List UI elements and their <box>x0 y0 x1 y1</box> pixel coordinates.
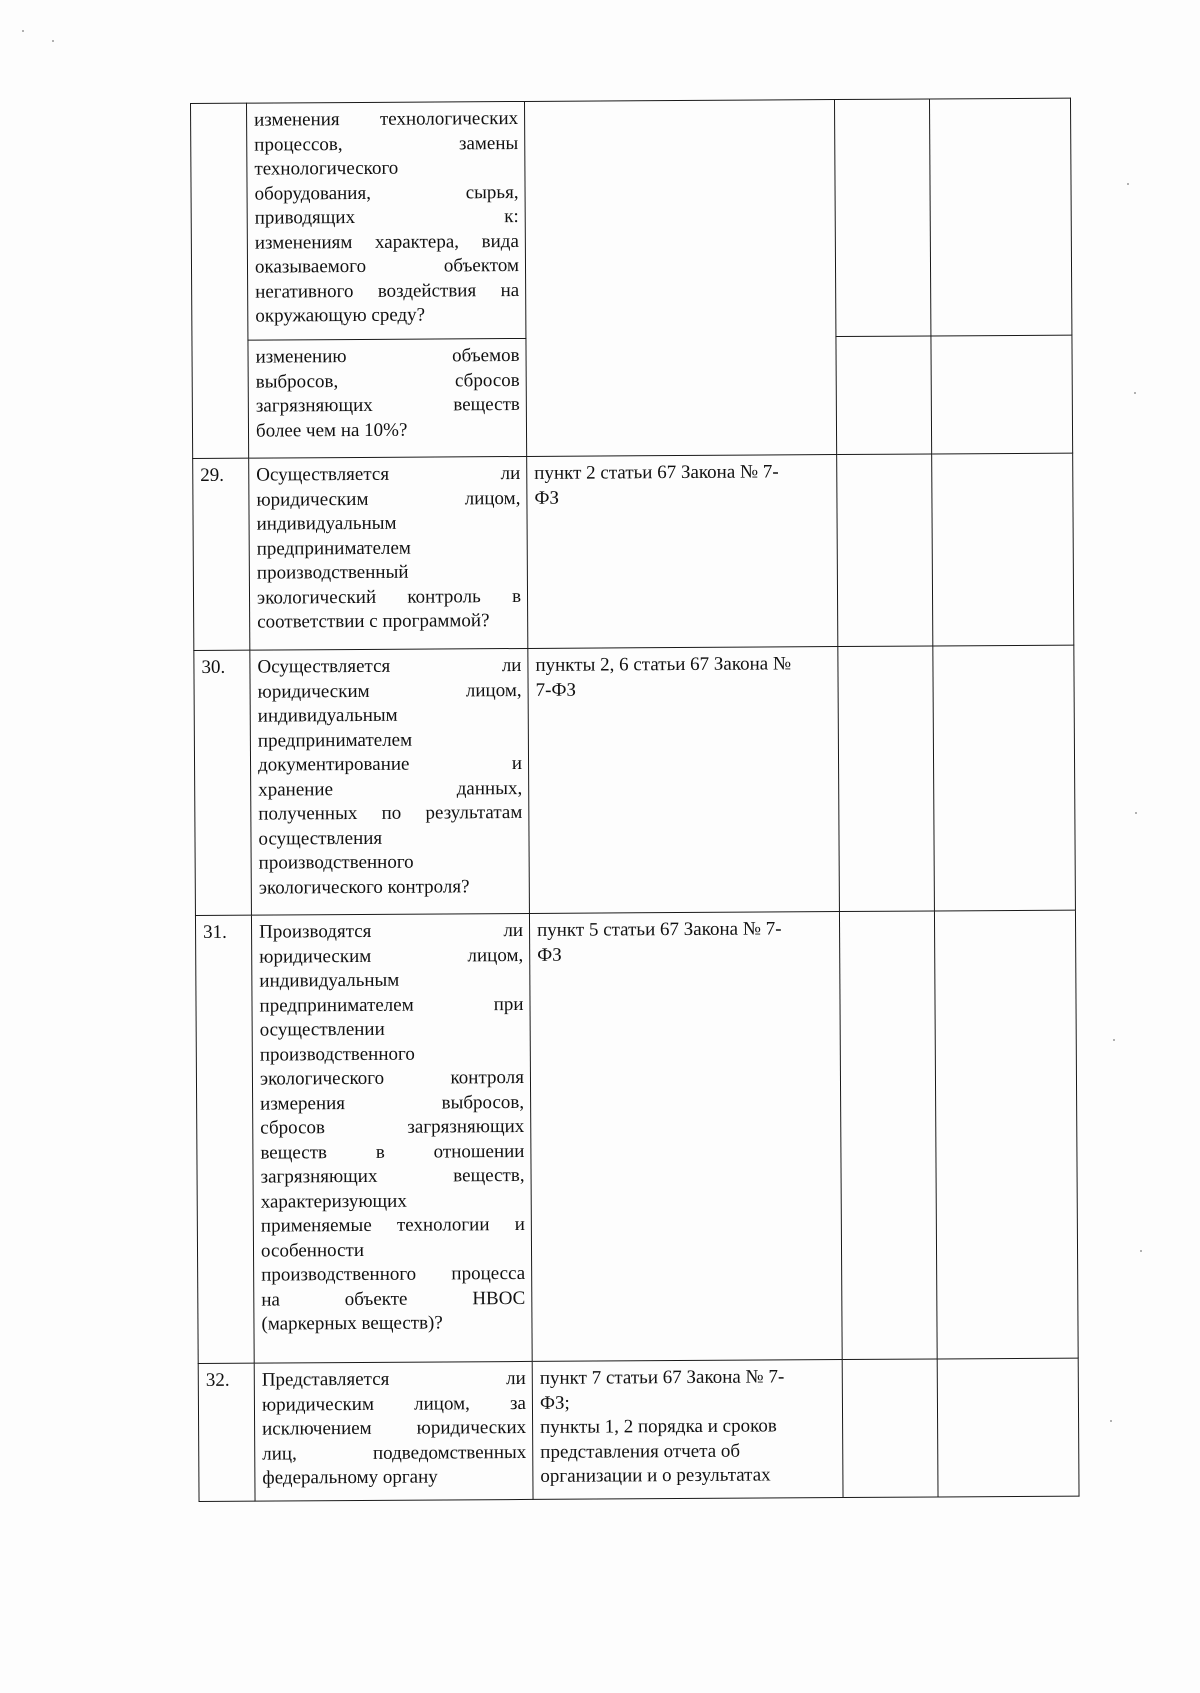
row-number-cell: 31. <box>195 915 254 1363</box>
question-line: юридическим лицом, <box>259 944 524 968</box>
question-line: на объекте НВОС <box>261 1287 526 1311</box>
question-line: экологического контроля <box>259 1066 525 1090</box>
scan-speck <box>1135 812 1137 814</box>
reference-line: ФЗ; <box>539 1392 570 1414</box>
question-line: процессов, замены <box>254 132 519 156</box>
answer-cell <box>836 336 932 455</box>
question-line: документирование и <box>257 752 523 776</box>
table-row <box>198 1358 1079 1501</box>
question-line: федеральному органу <box>262 1466 438 1489</box>
question-line: экологического контроля? <box>258 875 470 899</box>
notes-cell <box>934 910 1078 1359</box>
notes-cell <box>929 98 1071 336</box>
question-cell <box>249 456 528 650</box>
question-line: экологический контроль в <box>256 585 522 609</box>
table-row <box>193 453 1074 650</box>
notes-cell <box>932 453 1074 646</box>
scan-speck <box>1127 183 1129 185</box>
scan-speck <box>1134 392 1136 394</box>
question-line: производственного <box>258 851 414 874</box>
row-number-cell: 30. <box>194 650 252 915</box>
notes-cell <box>933 645 1076 911</box>
question-line: Производятся ли <box>259 919 524 943</box>
question-cell <box>247 101 526 340</box>
row-number-cell: 29. <box>193 458 250 650</box>
question-line: юридическим лицом, <box>256 487 521 511</box>
question-line: применяемые технологии и <box>260 1213 525 1237</box>
question-line: хранение данных, <box>258 777 523 801</box>
question-line: загрязняющих веществ <box>255 393 520 417</box>
reference-line: пункт 5 статьи 67 Закона № 7- <box>536 918 782 941</box>
scan-speck <box>1110 1420 1112 1422</box>
reference-cell <box>524 100 836 457</box>
reference-line: ФЗ <box>537 944 562 966</box>
question-line: особенности <box>260 1239 365 1262</box>
reference-cell <box>532 1360 843 1500</box>
question-line: приводящих к: <box>254 205 519 229</box>
question-cell <box>248 338 527 458</box>
question-line: веществ в отношении <box>260 1140 525 1164</box>
reference-line: представления отчета об <box>540 1440 741 1463</box>
table-row <box>195 910 1078 1363</box>
question-cell <box>251 913 532 1363</box>
table-row <box>191 98 1072 340</box>
answer-cell <box>837 454 933 647</box>
question-line: негативного воздействия на <box>255 279 520 303</box>
question-line: Осуществляется ли <box>257 654 522 678</box>
question-line: индивидуальным <box>259 969 400 992</box>
question-line: технологического <box>254 157 399 180</box>
question-line: производственного <box>259 1043 415 1066</box>
table-row <box>194 645 1076 915</box>
answer-cell <box>834 99 930 337</box>
question-line: Представляется ли <box>261 1367 526 1391</box>
reference-line: пункт 7 статьи 67 Закона № 7- <box>539 1366 785 1389</box>
question-line: индивидуальным <box>256 512 397 535</box>
question-line: Осуществляется ли <box>256 462 521 486</box>
notes-cell <box>937 1358 1079 1497</box>
question-line: характеризующих <box>260 1190 407 1213</box>
question-line: изменениям характера, вида <box>254 230 519 254</box>
reference-line: пункты 1, 2 порядка и сроков <box>540 1415 777 1438</box>
question-cell <box>250 648 530 915</box>
question-line: производственного процесса <box>261 1262 526 1286</box>
scan-speck <box>1140 1250 1142 1252</box>
question-line: соответствии с программой? <box>257 610 490 633</box>
question-line: лиц, подведомственных <box>262 1441 527 1465</box>
question-line: полученных по результатам <box>258 801 523 825</box>
question-cell <box>254 1361 533 1501</box>
question-line: оказываемого объектом <box>254 254 520 278</box>
question-line: осуществлении <box>259 1018 385 1041</box>
reference-cell <box>528 647 840 914</box>
question-line: предпринимателем <box>257 729 413 752</box>
answer-cell <box>839 911 937 1360</box>
scan-speck <box>22 30 24 32</box>
reference-cell <box>527 455 838 649</box>
question-line: оборудования, сырья, <box>254 181 519 205</box>
question-line: индивидуальным <box>257 704 398 727</box>
question-line: исключением юридических <box>262 1416 527 1440</box>
scan-speck <box>1113 1039 1115 1041</box>
reference-line: пункт 2 статьи 67 Закона № 7- <box>534 461 779 484</box>
question-line: измерения выбросов, <box>260 1091 525 1115</box>
reference-line: 7-ФЗ <box>535 679 577 701</box>
reference-cell <box>529 912 842 1362</box>
reference-line: организации и о результатах <box>540 1464 771 1487</box>
question-line: (маркерных веществ)? <box>261 1312 443 1335</box>
checklist-table <box>190 98 1080 1502</box>
question-line: выбросов, сбросов <box>255 369 520 393</box>
answer-cell <box>838 646 935 912</box>
question-line: юридическим лицом, за <box>261 1392 527 1416</box>
question-line: производственный <box>256 561 409 584</box>
row-number-cell <box>191 103 249 458</box>
reference-line: пункты 2, 6 статьи 67 Закона № <box>535 653 792 676</box>
question-line: предпринимателем при <box>259 993 524 1017</box>
reference-line: ФЗ <box>534 487 560 509</box>
question-line: предпринимателем <box>256 537 411 560</box>
question-line: осуществления <box>258 827 383 850</box>
row-number-cell: 32. <box>198 1363 255 1501</box>
question-line: более чем на 10%? <box>255 419 408 442</box>
scan-speck <box>52 40 54 42</box>
answer-cell <box>842 1359 938 1498</box>
question-line: загрязняющих веществ, <box>260 1164 525 1188</box>
question-line: юридическим лицом, <box>257 679 522 703</box>
question-line: окружающую среду? <box>255 304 426 327</box>
notes-cell <box>931 335 1073 454</box>
question-line: сбросов загрязняющих <box>260 1115 525 1139</box>
question-line: изменению объемов <box>255 344 520 368</box>
question-line: изменения технологических <box>254 107 519 131</box>
